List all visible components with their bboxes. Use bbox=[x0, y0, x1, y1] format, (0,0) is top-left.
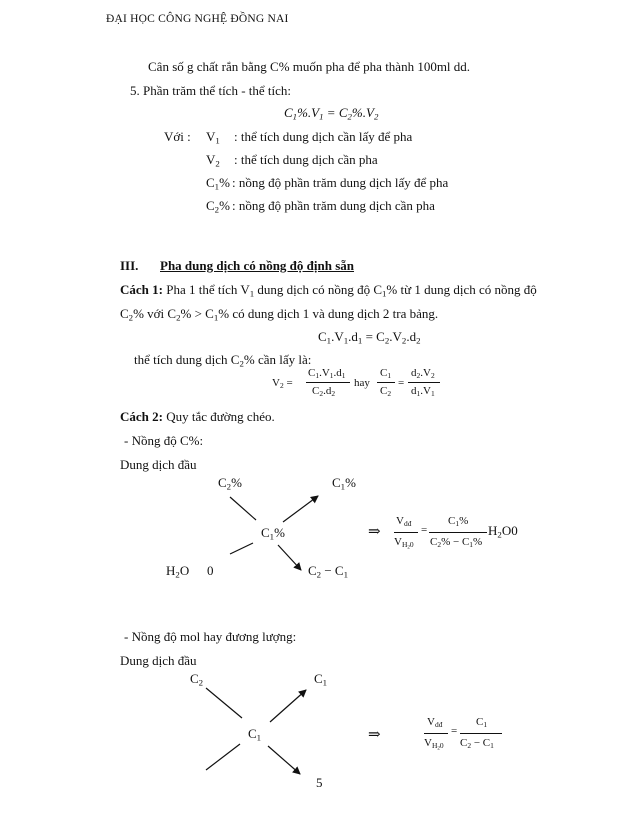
diagram2-vh2o: $V_{H_20}$ bbox=[424, 737, 444, 752]
diagram1-vh2o: $V_{H_20}$ bbox=[394, 536, 414, 551]
diagram2-cfrac-line bbox=[460, 733, 502, 734]
diagram2-arrow-up-right bbox=[270, 690, 306, 722]
diagram2-vfrac-line bbox=[424, 733, 448, 734]
diagram2-vdd: $V_{dđ}$ bbox=[427, 716, 443, 730]
def-v1-symbol: $V_1$ bbox=[206, 129, 220, 146]
cach2-line: Cách 2: Quy tắc đường chéo. bbox=[120, 409, 275, 424]
dd-dau-1: Dung dịch đầu bbox=[120, 457, 197, 472]
cach2-label: Cách 2: bbox=[120, 409, 163, 424]
diagram2-cfrac-num: $C_1$ bbox=[476, 716, 488, 730]
def-c2-symbol: $C_2\%$ bbox=[206, 198, 230, 215]
cach1-line2: $C_2\%$ với $C_2\% > C_1\%$ có dung dịch 1 và dung dịch 2 tra bảng. bbox=[120, 306, 439, 323]
diagram1-zero: 0 bbox=[207, 563, 214, 578]
def-c2-desc: : nồng độ phần trăm dung dịch cần pha bbox=[232, 198, 435, 213]
formula-percent-volume: $C_1\%.V_1 = C_2\%.V_2$ bbox=[284, 105, 379, 122]
hay-word: hay bbox=[354, 377, 370, 389]
frac2-denominator: $C_2$ bbox=[380, 385, 392, 399]
diagram1-c2: $C_2\%$ bbox=[218, 475, 242, 492]
diagram1-h2o: $H_2O$ bbox=[166, 563, 190, 580]
frac2-numerator: $C_1$ bbox=[380, 367, 392, 381]
cach1-line1: Cách 1: Pha 1 thể tích $V_1$ dung dịch có nồng độ $C_1\%$ từ 1 dung dịch có nồng độ bbox=[120, 282, 537, 299]
bullet-percent: - Nồng độ C%: bbox=[124, 433, 204, 448]
diagram2-c1-top: $C_1$ bbox=[314, 671, 328, 688]
diagram1-c1-top: $C_1\%$ bbox=[332, 475, 356, 492]
frac1-numerator: $C_1.V_1.d_1$ bbox=[308, 367, 346, 381]
diagram1-diff: $C_2 - C_1$ bbox=[308, 563, 349, 580]
diagram2-implies: ⇒ bbox=[368, 727, 381, 743]
defs-voi: Với : bbox=[164, 129, 191, 144]
section-number: III. bbox=[120, 258, 139, 273]
frac3-denominator: $d_1.V_1$ bbox=[411, 385, 435, 399]
def-c1-symbol: $C_1\%$ bbox=[206, 175, 230, 192]
diagram2-c2: $C_2$ bbox=[190, 671, 204, 688]
v2-symbol: $V_2$ = bbox=[272, 377, 293, 391]
diagram2-arrow-down-right bbox=[268, 746, 300, 774]
def-c1-desc: : nồng độ phần trăm dung dịch lấy để pha bbox=[232, 175, 449, 190]
diagram1-vdd: $V_{dđ}$ bbox=[396, 515, 412, 529]
diagram2-center: $C_1$ bbox=[248, 726, 262, 743]
page-header: ĐẠI HỌC CÔNG NGHỆ ĐỒNG NAI bbox=[106, 13, 289, 25]
cach1-equation: $C_1.V_1.d_1 = C_2.V_2.d_2$ bbox=[318, 329, 421, 346]
frac1-denominator: $C_2.d_2$ bbox=[312, 385, 336, 399]
diagram1-equals: = bbox=[421, 524, 428, 536]
diagram1-implies: ⇒ bbox=[368, 524, 381, 540]
def-v2-desc: : thể tích dung dịch cần pha bbox=[234, 152, 378, 167]
intro-line: Cân số g chất rắn bằng C% muốn pha để pha thành 100ml dd. bbox=[148, 59, 471, 74]
diagram2-line-lower-left bbox=[206, 744, 240, 770]
diagram2-cfrac-den: $C_2 - C_1$ bbox=[460, 737, 494, 751]
diagram1-center: $C_1\%$ bbox=[261, 525, 285, 542]
list-item-5: 5. Phần trăm thể tích - thể tích: bbox=[130, 83, 292, 98]
volume-text: thể tích dung dịch $C_2\%$ cần lấy là: bbox=[134, 352, 312, 369]
diagram2-line-upper-left bbox=[206, 688, 242, 718]
dd-dau-2: Dung dịch đầu bbox=[120, 653, 197, 668]
cach1-label: Cách 1: bbox=[120, 282, 163, 297]
diagram1-tail: $H_2O0$ bbox=[488, 523, 518, 540]
diagram2-equals: = bbox=[451, 725, 458, 737]
page-number: 5 bbox=[316, 775, 323, 790]
equals-sign: = bbox=[398, 377, 405, 389]
section-title: Pha dung dịch có nồng độ định sẵn bbox=[160, 258, 355, 273]
def-v1-desc: : thể tích dung dịch cần lấy để pha bbox=[234, 129, 413, 144]
diagram1-cfrac-den: $C_2\% - C_1\%$ bbox=[430, 536, 483, 550]
def-v2-symbol: $V_2$ bbox=[206, 152, 220, 169]
bullet-mol: - Nồng độ mol hay đương lượng: bbox=[124, 629, 297, 644]
diagram1-cfrac-num: $C_1\%$ bbox=[448, 515, 469, 529]
frac3-numerator: $d_2.V_2$ bbox=[411, 367, 435, 381]
